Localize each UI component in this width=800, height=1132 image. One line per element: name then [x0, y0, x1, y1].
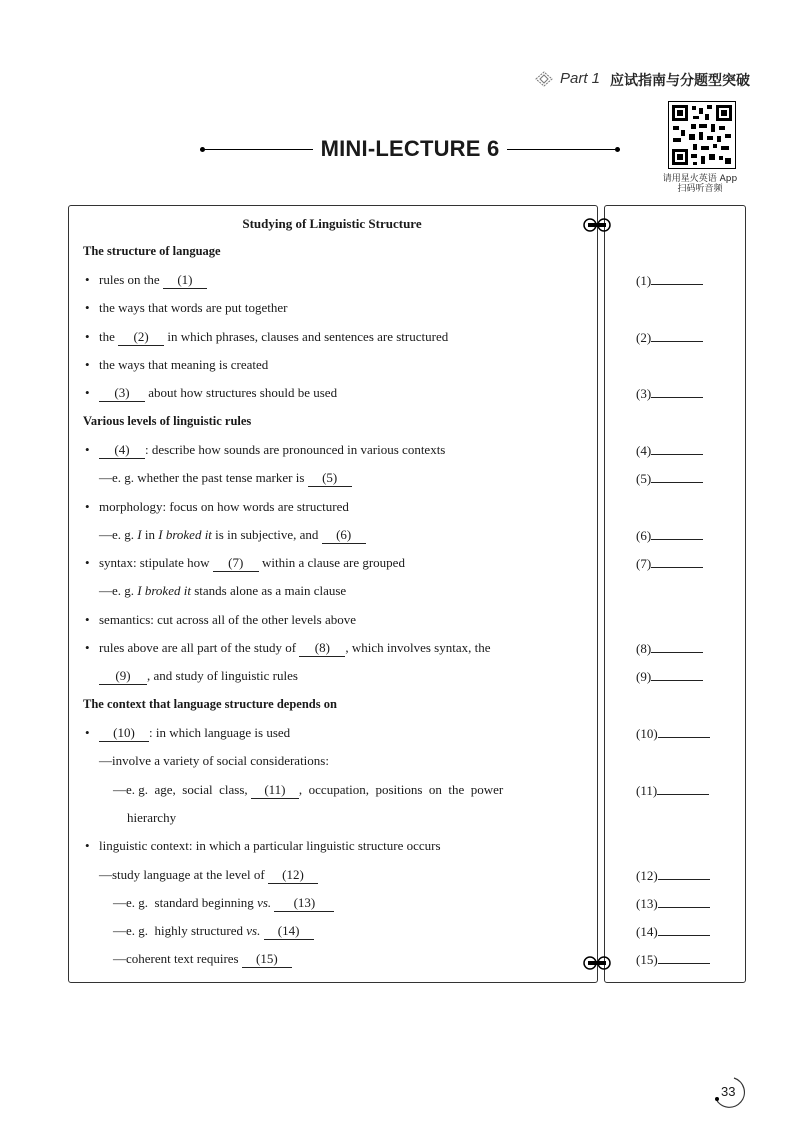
note-line: —involve a variety of social considerations: [99, 753, 329, 768]
note-line: • rules above are all part of the study of (8) , which involves syntax, the [85, 640, 491, 655]
blank-8[interactable]: (8) [299, 640, 345, 657]
binder-ring-icon [582, 955, 612, 971]
blank-12[interactable]: (12) [268, 867, 318, 884]
note-line: • the (2) in which phrases, clauses and sentences are structured [85, 329, 449, 344]
card-title: Studying of Linguistic Structure [242, 216, 422, 231]
qr-caption: 请用星火英语 App [662, 174, 738, 184]
note-line: —e. g. I in I broked it is in subjective, and (6) [99, 527, 366, 544]
note-line: —e. g. age, social class, (11) , occupation, positions on the power [113, 782, 504, 797]
note-line: • (3) about how structures should be used [85, 385, 338, 400]
note-line: —study language at the level of (12) [99, 867, 318, 884]
blank-10[interactable]: (10) [99, 725, 149, 742]
answer-field[interactable]: (6) [636, 527, 703, 544]
blank-1[interactable]: (1) [163, 272, 207, 289]
blank-2[interactable]: (2) [118, 329, 164, 346]
blank-6[interactable]: (6) [322, 527, 366, 544]
blank-15[interactable]: (15) [242, 951, 292, 968]
lecture-title: MINI-LECTURE 6 [320, 136, 500, 161]
answer-field[interactable]: (11) [636, 782, 709, 799]
answer-field[interactable]: (15) [636, 951, 710, 968]
note-line: • morphology: focus on how words are structured [85, 499, 349, 514]
answer-field[interactable]: (2) [636, 329, 703, 346]
title-rule-left [200, 149, 313, 150]
blank-11[interactable]: (11) [251, 782, 299, 799]
note-line: (9) , and study of linguistic rules [99, 668, 298, 685]
qr-caption-sub: 扫码听音频 [677, 184, 723, 194]
note-line: • semantics: cut across all of the other levels above [85, 612, 357, 627]
blank-3[interactable]: (3) [99, 385, 145, 402]
part-badge-icon [534, 70, 554, 88]
answer-field[interactable]: (10) [636, 725, 710, 742]
answer-field[interactable]: (5) [636, 470, 703, 487]
note-line: • syntax: stipulate how (7) within a clause are grouped [85, 555, 405, 570]
title-rule-right [507, 149, 620, 150]
note-line: • the ways that meaning is created [85, 357, 269, 372]
note-line: • (4) : describe how sounds are pronounced in various contexts [85, 442, 446, 457]
answer-field[interactable]: (12) [636, 867, 710, 884]
header-part-label: Part 1 [560, 70, 601, 87]
answer-field[interactable]: (14) [636, 923, 710, 940]
note-line: • linguistic context: in which a particular linguistic structure occurs [85, 838, 441, 853]
note-line: —e. g. highly structured vs. (14) [113, 923, 314, 940]
blank-5[interactable]: (5) [308, 470, 352, 487]
answer-field[interactable]: (13) [636, 895, 710, 912]
page-number: 33 [721, 1084, 736, 1099]
answer-field[interactable]: (8) [636, 640, 703, 657]
qr-code-icon[interactable] [668, 101, 736, 169]
note-line: —e. g. standard beginning vs. (13) [113, 895, 334, 912]
section-heading: The context that language structure depends on [83, 697, 337, 711]
section-heading: The structure of language [83, 244, 221, 258]
note-line: • rules on the (1) [85, 272, 207, 289]
blank-14[interactable]: (14) [264, 923, 314, 940]
note-line: hierarchy [127, 810, 177, 825]
section-heading: Various levels of linguistic rules [83, 414, 252, 428]
answer-field[interactable]: (9) [636, 668, 703, 685]
answer-field[interactable]: (7) [636, 555, 703, 572]
note-line: • (10) : in which language is used [85, 725, 291, 740]
blank-13[interactable]: (13) [274, 895, 334, 912]
answer-field[interactable]: (4) [636, 442, 703, 459]
answer-field[interactable]: (3) [636, 385, 703, 402]
note-line: —e. g. I broked it stands alone as a main clause [99, 583, 347, 598]
blank-9[interactable]: (9) [99, 668, 147, 685]
note-line: • the ways that words are put together [85, 300, 288, 315]
note-line: —coherent text requires (15) [113, 951, 292, 968]
answer-field[interactable]: (1) [636, 272, 703, 289]
blank-7[interactable]: (7) [213, 555, 259, 572]
page-number-badge [712, 1075, 748, 1111]
header-section-title: 应试指南与分题型突破 [610, 73, 750, 89]
blank-4[interactable]: (4) [99, 442, 145, 459]
note-line: —e. g. whether the past tense marker is (5) [99, 470, 352, 487]
lecture-title-bar [200, 136, 620, 162]
